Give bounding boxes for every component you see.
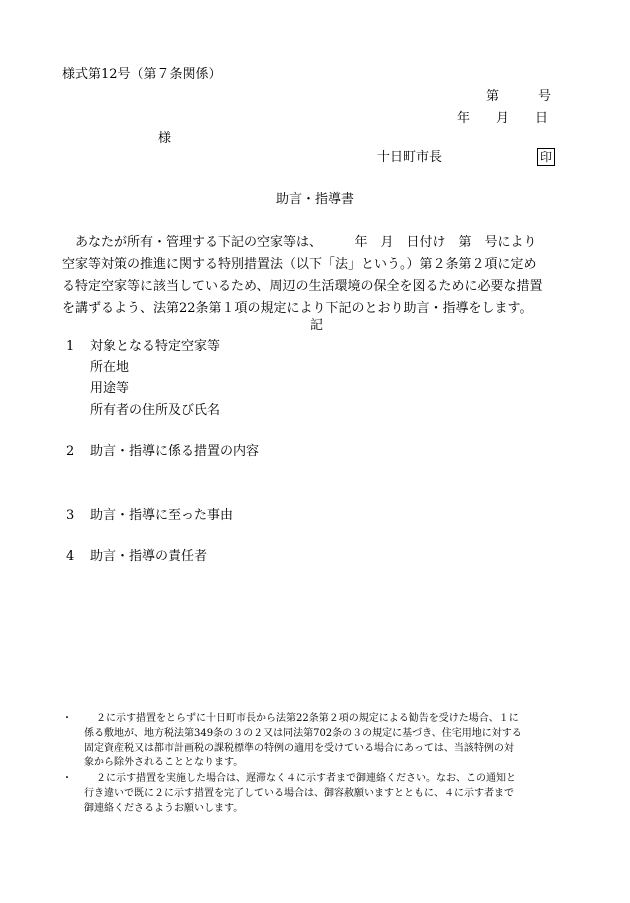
item-2-label: 助言・指導に係る措置の内容 <box>90 444 260 459</box>
body-line: 空家等対策の推進に関する特別措置法（以下「法」という。）第２条第２項に定め <box>62 257 537 272</box>
issuer-title: 十日町市長 <box>377 150 443 165</box>
document-title: 助言・指導書 <box>276 192 355 207</box>
body-line: あなたが所有・管理する下記の空家等は、 年 月 日付け 第 号により <box>75 235 537 250</box>
item-3-number: 3 <box>66 508 75 523</box>
footnote-line: 御連絡くださるようお願いします。 <box>84 802 244 814</box>
body-paragraph <box>62 232 572 320</box>
footnote-line: 行き違いで既に２に示す措置を完了している場合は、御容赦願いますとともに、４に示す者まで <box>84 787 514 799</box>
item-1-label: 対象となる特定空家等 <box>90 339 221 354</box>
item-1-owner: 所有者の住所及び氏名 <box>90 403 221 418</box>
body-line: を講ずるよう、法第22条第１項の規定により下記のとおり助言・指導をします。 <box>62 301 533 316</box>
ki-heading: 記 <box>310 318 324 333</box>
document-number: 第 号 <box>486 89 552 104</box>
footnote-line: 係る敷地が、地方税法第349条の３の２又は同法第702条の３の規定に基づき、住宅用地に対する <box>84 727 522 739</box>
form-number: 様式第12号（第７条関係） <box>62 67 222 82</box>
footnote-line: 象から除外されることとなります。 <box>84 757 244 769</box>
footnote-line: ２に示す措置をとらずに十日町市長から法第22条第２項の規定による勧告を受けた場合、１に <box>96 713 519 724</box>
footnotes <box>62 712 572 818</box>
item-1-usage: 用途等 <box>90 381 130 396</box>
footnote-1 <box>62 712 572 771</box>
seal-stamp: 印 <box>537 148 555 166</box>
body-line: る特定空家等に該当しているため、周辺の生活環境の保全を図るために必要な措置 <box>62 279 543 294</box>
item-3-label: 助言・指導に至った事由 <box>90 508 234 523</box>
footnote-line: 固定資産税又は都市計画税の課税標準の特例の適用を受けている場合にあっては、当該特例の対 <box>84 742 514 754</box>
footnote-2 <box>62 772 572 816</box>
issue-date: 年 月 日 <box>457 111 549 126</box>
item-2-number: 2 <box>66 444 75 459</box>
item-4-label: 助言・指導の責任者 <box>90 549 208 564</box>
bullet-icon: ・ <box>62 773 72 785</box>
item-1-number: 1 <box>66 339 75 354</box>
addressee: 様 <box>158 131 172 146</box>
item-4-number: 4 <box>66 549 75 564</box>
footnote-line: ２に示す措置を実施した場合は、遅滞なく４に示す者まで御連絡ください。なお、この通知と <box>96 773 516 785</box>
bullet-icon: ・ <box>62 713 72 724</box>
item-1-location: 所在地 <box>90 360 130 375</box>
